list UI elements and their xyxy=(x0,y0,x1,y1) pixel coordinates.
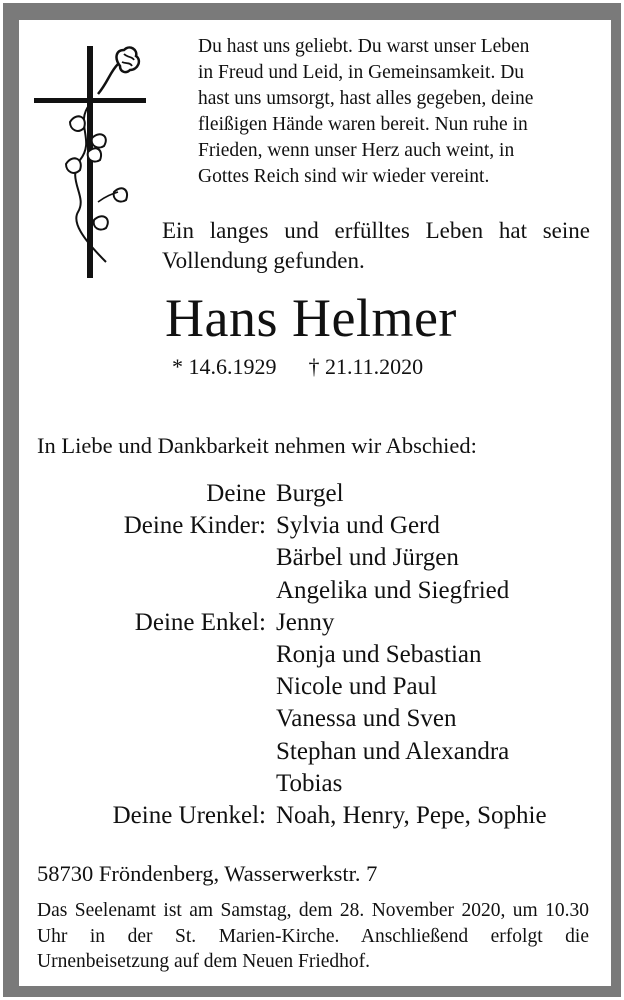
family-row xyxy=(40,768,600,800)
family-name: Sylvia und Gerd xyxy=(276,512,440,540)
family-name: Vanessa und Sven xyxy=(276,705,457,733)
family-name: Burgel xyxy=(276,480,344,507)
life-dates xyxy=(172,352,423,382)
poem-line: in Freud und Leid, in Gemeinsamkeit. Du xyxy=(198,62,525,83)
family-list xyxy=(40,478,600,832)
family-name: Nicole und Paul xyxy=(276,673,438,701)
family-label xyxy=(40,639,276,671)
poem-line: Gottes Reich sind wir wieder vereint. xyxy=(198,166,490,187)
service-notice: Das Seelenamt ist am Samstag, dem 28. November 2020, um 10.30 Uhr in der St. Marien-Kirche. Anschließend erfolgt die Urnenbeisetzung auf dem Neuen Friedhof. xyxy=(37,900,589,972)
poem xyxy=(198,34,598,190)
deceased-name: Hans Helmer xyxy=(165,288,457,348)
family-name: Bärbel und Jürgen xyxy=(276,544,459,572)
family-row xyxy=(40,478,600,510)
death-date: † 21.11.2020 xyxy=(308,354,424,379)
family-row xyxy=(40,703,600,735)
family-name: Ronja und Sebastian xyxy=(276,641,482,669)
family-name: Jenny xyxy=(276,608,335,636)
family-row xyxy=(40,607,600,639)
family-row xyxy=(40,542,600,574)
birth-date: * 14.6.1929 xyxy=(172,354,277,379)
poem-line: Frieden, wenn unser Herz auch weint, in xyxy=(198,140,515,161)
family-label: Deine Urenkel: xyxy=(112,802,266,830)
family-label: Deine Kinder: xyxy=(123,512,266,540)
address: 58730 Fröndenberg, Wasserwerkstr. 7 xyxy=(37,861,378,886)
family-label: Deine Enkel: xyxy=(134,608,266,636)
family-name: Noah, Henry, Pepe, Sophie xyxy=(276,802,547,830)
family-row xyxy=(40,736,600,768)
family-label xyxy=(40,768,276,800)
family-row xyxy=(40,800,600,832)
family-label xyxy=(40,703,276,735)
family-name: Stephan und Alexandra xyxy=(276,737,510,765)
poem-line: hast uns umsorgt, hast alles gegeben, deine xyxy=(198,88,534,109)
intro-text: Ein langes und erfülltes Leben hat seine Vollendung gefunden. xyxy=(162,218,590,273)
family-label xyxy=(40,575,276,607)
family-row xyxy=(40,575,600,607)
poem-line: fleißigen Hände waren bereit. Nun ruhe in xyxy=(198,114,528,135)
family-row xyxy=(40,510,600,542)
family-name: Angelika und Siegfried xyxy=(276,576,510,604)
family-row xyxy=(40,639,600,671)
family-label xyxy=(40,671,276,703)
family-label xyxy=(40,736,276,768)
cross-with-rose-icon xyxy=(30,42,150,282)
farewell-line: In Liebe und Dankbarkeit nehmen wir Abschied: xyxy=(37,433,477,458)
family-label xyxy=(40,542,276,574)
family-row xyxy=(40,671,600,703)
family-label: Deine xyxy=(206,480,266,507)
family-name: Tobias xyxy=(276,769,343,797)
poem-line: Du hast uns geliebt. Du warst unser Leben xyxy=(198,36,530,57)
